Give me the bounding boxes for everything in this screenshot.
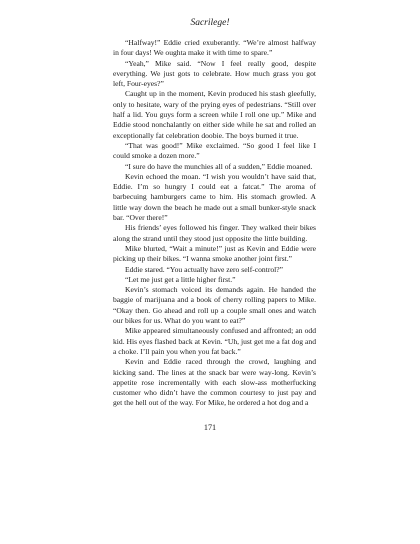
- body-text: [113, 38, 316, 409]
- paragraph: “That was good!” Mike exclaimed. “So good I feel like I could smoke a dozen more.”: [113, 140, 316, 161]
- paragraph: Kevin echoed the moan. “I wish you wouldn’t have said that, Eddie. I’m so hungry I could eat a fatcat.” The aroma of barbecuing hamburgers came to him. His stomach growled. A little way down the beach he made out a small bunker-style snack bar. “Over there!”: [113, 171, 316, 223]
- paragraph: Kevin and Eddie raced through the crowd, laughing and kicking sand. The lines at the snack bar were way-long. Kevin’s appetite rose incrementally with each slow-ass motherfucking customer who didn’t have the common courtesy to just pay and get the hell out of the way. For Mike, he ordered a hot dog and a: [113, 357, 316, 408]
- paragraph: “Halfway!” Eddie cried exuberantly. “We’re almost halfway in four days! We oughta make it with time to spare.”: [113, 38, 316, 58]
- running-header: Sacrilege!: [190, 18, 230, 28]
- paragraph: “I sure do have the munchies all of a sudden,” Eddie moaned.: [125, 161, 313, 171]
- paragraph: “Yeah,” Mike said. “Now I feel really good, despite everything. We just gots to celebrate. How much grass you got left, Four-eyes?”: [113, 58, 316, 89]
- paragraph: “Let me just get a little higher first.”: [125, 274, 236, 284]
- paragraph: Kevin’s stomach voiced its demands again. He handed the baggie of marijuana and a book of cherry rolling papers to Mike. “Okay then. Go ahead and roll up a couple small ones and watch our bikes for us. What do you want to eat?”: [113, 285, 316, 326]
- paragraph: Eddie stared. “You actually have zero self-control?”: [125, 264, 283, 274]
- paragraph: Caught up in the moment, Kevin produced his stash gleefully, only to hesitate, wary of the prying eyes of pedestrians. “Still over half a lid. You guys form a screen while I roll one up.” Mike and Eddie stood nonchalantly on either side while he sat and rolled an exceptionally fat celebration doobie. The boys burned it true.: [113, 89, 316, 140]
- paragraph: Mike blurted, “Wait a minute!” just as Kevin and Eddie were picking up their bikes. “I wanna smoke another joint first.”: [113, 243, 316, 264]
- paragraph: His friends’ eyes followed his finger. They walked their bikes along the strand until they stood just opposite the little building.: [113, 223, 316, 243]
- paragraph: Mike appeared simultaneously confused and affronted; an odd kid. His eyes flashed back at Kevin. “Uh, just get me a fat dog and a choke. I’ll pain you when you fat back.”: [113, 326, 316, 356]
- page-number: 171: [203, 423, 217, 432]
